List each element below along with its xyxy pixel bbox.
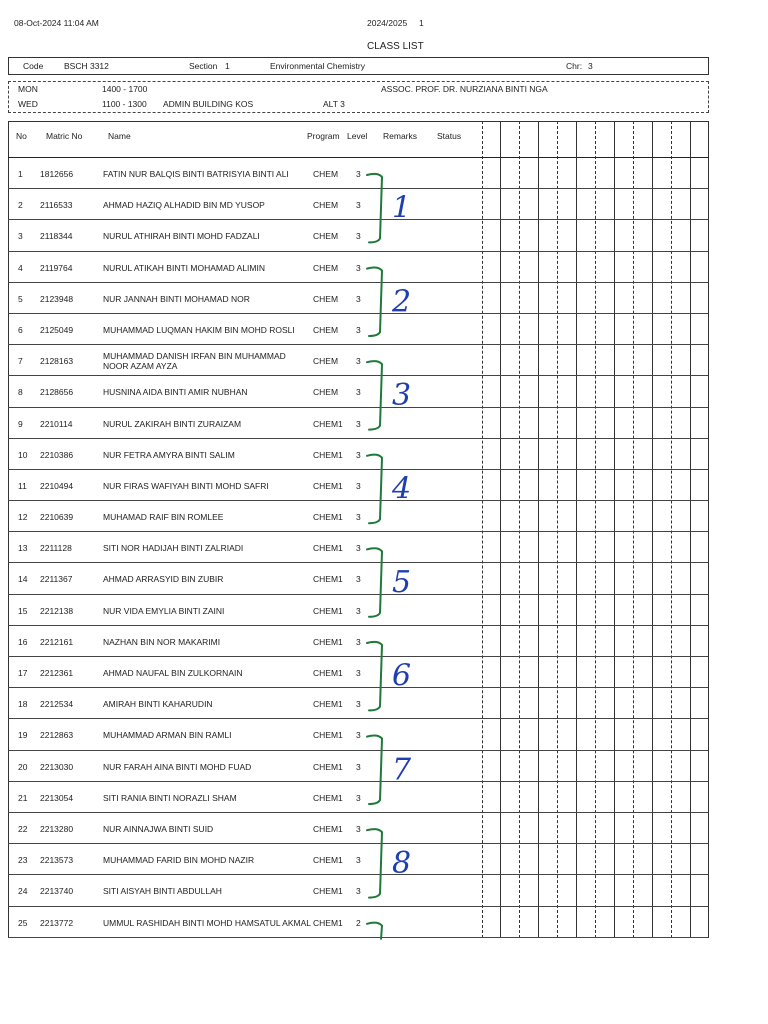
level: 3 (356, 886, 361, 897)
level: 3 (356, 418, 361, 429)
matric-no: 2213030 (40, 761, 74, 772)
student-name: NURUL ZAKIRAH BINTI ZURAIZAM (103, 418, 242, 429)
student-name: SITI AISYAH BINTI ABDULLAH (103, 886, 222, 897)
row-no: 18 (18, 699, 28, 710)
matric-no: 2212161 (40, 636, 74, 647)
row-no: 11 (18, 480, 27, 491)
program: CHEM1 (313, 823, 343, 834)
group-bracket (367, 267, 382, 336)
group-bracket (367, 829, 382, 898)
row-no: 21 (18, 792, 28, 803)
group-bracket (367, 642, 382, 711)
row-no: 14 (18, 574, 28, 585)
program: CHEM1 (313, 480, 343, 491)
row-no: 15 (18, 605, 28, 616)
level: 2 (356, 917, 361, 928)
student-name: NAZHAN BIN NOR MAKARIMI (103, 636, 221, 647)
row-no: 9 (18, 418, 23, 429)
chr-label: Chr: (566, 61, 583, 71)
time-2: 1100 - 1300 (102, 99, 147, 109)
row-no: 22 (18, 823, 28, 834)
student-name: AHMAD ARRASYID BIN ZUBIR (103, 574, 224, 585)
matric-no: 2118344 (40, 231, 73, 242)
matric-no: 2212863 (40, 730, 74, 741)
group-number: 7 (392, 752, 412, 788)
matric-no: 2211367 (40, 574, 73, 585)
matric-no: 2210114 (40, 418, 73, 429)
level: 3 (356, 512, 361, 523)
student-name: HUSNINA AIDA BINTI AMIR NUBHAN (103, 387, 248, 398)
program: CHEM1 (313, 855, 343, 866)
matric-no: 2210386 (40, 449, 74, 460)
program: CHEM (313, 200, 339, 211)
level: 3 (356, 324, 361, 335)
level: 3 (356, 231, 361, 242)
program: CHEM (313, 262, 339, 273)
matric-no: 2212534 (40, 699, 74, 710)
student-name: SITI NOR HADIJAH BINTI ZALRIADI (103, 543, 244, 554)
matric-no: 2212361 (40, 668, 74, 678)
matric-no: 2125049 (40, 324, 74, 335)
program: CHEM1 (313, 605, 343, 616)
matric-no: 2210494 (40, 480, 74, 491)
day-2: WED (18, 99, 38, 109)
program: CHEM1 (313, 449, 343, 460)
page-title: CLASS LIST (367, 41, 424, 52)
level: 3 (356, 792, 361, 803)
student-name: MUHAMMAD FARID BIN MOHD NAZIR (103, 855, 255, 866)
group-number: 8 (392, 845, 412, 881)
matric-no: 2213772 (40, 917, 74, 928)
row-no: 8 (18, 387, 23, 398)
row-no: 19 (18, 730, 28, 741)
col-header-remarks: Remarks (383, 131, 418, 141)
level: 3 (356, 699, 361, 710)
row-no: 25 (18, 917, 28, 928)
row-no: 2 (18, 200, 23, 211)
group-bracket (367, 361, 382, 430)
print-datetime: 08-Oct-2024 11:04 AM (14, 18, 99, 28)
matric-no: 1812656 (40, 169, 74, 179)
level: 3 (356, 200, 361, 211)
row-no: 24 (18, 886, 28, 897)
matric-no: 2211128 (40, 543, 72, 554)
student-name: NUR VIDA EMYLIA BINTI ZAINI (103, 605, 225, 616)
group-number: 1 (392, 190, 412, 226)
level: 3 (356, 668, 361, 678)
level: 3 (356, 387, 361, 398)
row-no: 7 (18, 356, 23, 367)
level: 3 (356, 356, 361, 367)
academic-session: 2024/2025 (367, 18, 408, 28)
student-name: AHMAD NAUFAL BIN ZULKORNAIN (103, 668, 243, 678)
program: CHEM1 (313, 792, 343, 803)
course-name: Environmental Chemistry (270, 61, 365, 71)
level: 3 (356, 262, 361, 273)
program: CHEM (313, 324, 339, 335)
group-number: 5 (392, 565, 412, 601)
matric-no: 2213280 (40, 823, 74, 834)
group-bracket (367, 455, 382, 524)
student-name: FATIN NUR BALQIS BINTI BATRISYIA BINTI ALI (103, 169, 289, 179)
student-name: AHMAD HAZIQ ALHADID BIN MD YUSOP (103, 200, 265, 211)
level: 3 (356, 543, 361, 554)
session-number: 1 (419, 18, 424, 28)
row-no: 3 (18, 231, 23, 242)
matric-no: 2119764 (40, 262, 73, 273)
row-no: 16 (18, 636, 28, 647)
program: CHEM1 (313, 668, 343, 678)
program: CHEM (313, 293, 339, 304)
group-bracket (367, 735, 382, 804)
group-bracket (367, 548, 382, 617)
time-1: 1400 - 1700 (102, 84, 148, 94)
level: 3 (356, 574, 361, 585)
col-header-status: Status (437, 131, 462, 141)
group-number: 3 (392, 377, 412, 413)
level: 3 (356, 761, 361, 772)
program: CHEM1 (313, 543, 343, 554)
program: CHEM (313, 387, 339, 398)
level: 3 (356, 730, 361, 741)
col-header-no: No (16, 131, 27, 141)
matric-no: 2212138 (40, 605, 74, 616)
student-name: MUHAMAD RAIF BIN ROMLEE (103, 512, 224, 523)
student-name: MUHAMMAD DANISH IRFAN BIN MUHAMMAD NOOR AZAM AYZA (103, 351, 286, 372)
code-label: Code (23, 61, 44, 71)
program: CHEM1 (313, 636, 343, 647)
row-no: 12 (18, 512, 28, 523)
program: CHEM1 (313, 730, 343, 741)
row-no: 1 (18, 169, 23, 179)
matric-no: 2210639 (40, 512, 74, 523)
col-header-matric: Matric No (46, 131, 83, 141)
row-no: 5 (18, 293, 23, 304)
row-no: 6 (18, 324, 23, 335)
program: CHEM1 (313, 512, 343, 523)
row-no: 20 (18, 761, 28, 772)
level: 3 (356, 855, 361, 866)
program: CHEM1 (313, 917, 343, 928)
level: 3 (356, 636, 361, 647)
row-no: 13 (18, 543, 28, 554)
room: ALT 3 (323, 99, 345, 109)
matric-no: 2128656 (40, 387, 74, 398)
group-bracket (367, 174, 382, 243)
lecturer-name: ASSOC. PROF. DR. NURZIANA BINTI NGA (381, 84, 548, 94)
row-no: 4 (18, 262, 23, 273)
matric-no: 2123948 (40, 293, 74, 304)
student-name: MUHAMMAD ARMAN BIN RAMLI (103, 730, 232, 741)
matric-no: 2213573 (40, 855, 74, 866)
row-no: 17 (18, 668, 28, 678)
level: 3 (356, 605, 361, 616)
student-name: NUR FETRA AMYRA BINTI SALIM (103, 449, 235, 460)
student-name: NUR FARAH AINA BINTI MOHD FUAD (103, 761, 252, 772)
chr-value: 3 (588, 61, 593, 71)
matric-no: 2213054 (40, 792, 74, 803)
level: 3 (356, 293, 361, 304)
row-no: 10 (18, 449, 28, 460)
program: CHEM (313, 169, 339, 179)
program: CHEM1 (313, 761, 343, 772)
matric-no: 2116533 (40, 200, 73, 211)
row-no: 23 (18, 855, 28, 866)
program: CHEM1 (313, 574, 343, 585)
col-header-level: Level (347, 131, 368, 141)
student-name: NUR FIRAS WAFIYAH BINTI MOHD SAFRI (103, 480, 269, 491)
group-number: 2 (392, 284, 412, 320)
program: CHEM1 (313, 886, 343, 897)
student-name: NUR AINNAJWA BINTI SUID (103, 823, 214, 834)
student-name: AMIRAH BINTI KAHARUDIN (103, 699, 213, 710)
group-number: 4 (392, 471, 412, 507)
matric-no: 2213740 (40, 886, 74, 897)
group-number: 6 (392, 658, 412, 694)
col-header-name: Name (108, 131, 131, 141)
student-name: UMMUL RASHIDAH BINTI MOHD HAMSATUL AKMAL (103, 917, 311, 928)
student-name: SITI RANIA BINTI NORAZLI SHAM (103, 792, 237, 803)
group-bracket (367, 923, 382, 939)
level: 3 (356, 169, 361, 179)
section-value: 1 (225, 61, 230, 71)
student-name: NURUL ATHIRAH BINTI MOHD FADZALI (103, 231, 260, 242)
student-name: NUR JANNAH BINTI MOHAMAD NOR (103, 293, 250, 304)
section-label: Section (189, 61, 218, 71)
program: CHEM (313, 356, 339, 367)
program: CHEM1 (313, 699, 343, 710)
program: CHEM1 (313, 418, 343, 429)
venue: ADMIN BUILDING KOS (163, 99, 254, 109)
matric-no: 2128163 (40, 356, 74, 367)
col-header-program: Program (307, 131, 340, 141)
day-1: MON (18, 84, 38, 94)
level: 3 (356, 449, 361, 460)
program: CHEM (313, 231, 339, 242)
student-name: MUHAMMAD LUQMAN HAKIM BIN MOHD ROSLI (103, 324, 295, 335)
student-name: NURUL ATIKAH BINTI MOHAMAD ALIMIN (103, 262, 265, 273)
course-code: BSCH 3312 (64, 61, 109, 71)
level: 3 (356, 823, 361, 834)
level: 3 (356, 480, 361, 491)
